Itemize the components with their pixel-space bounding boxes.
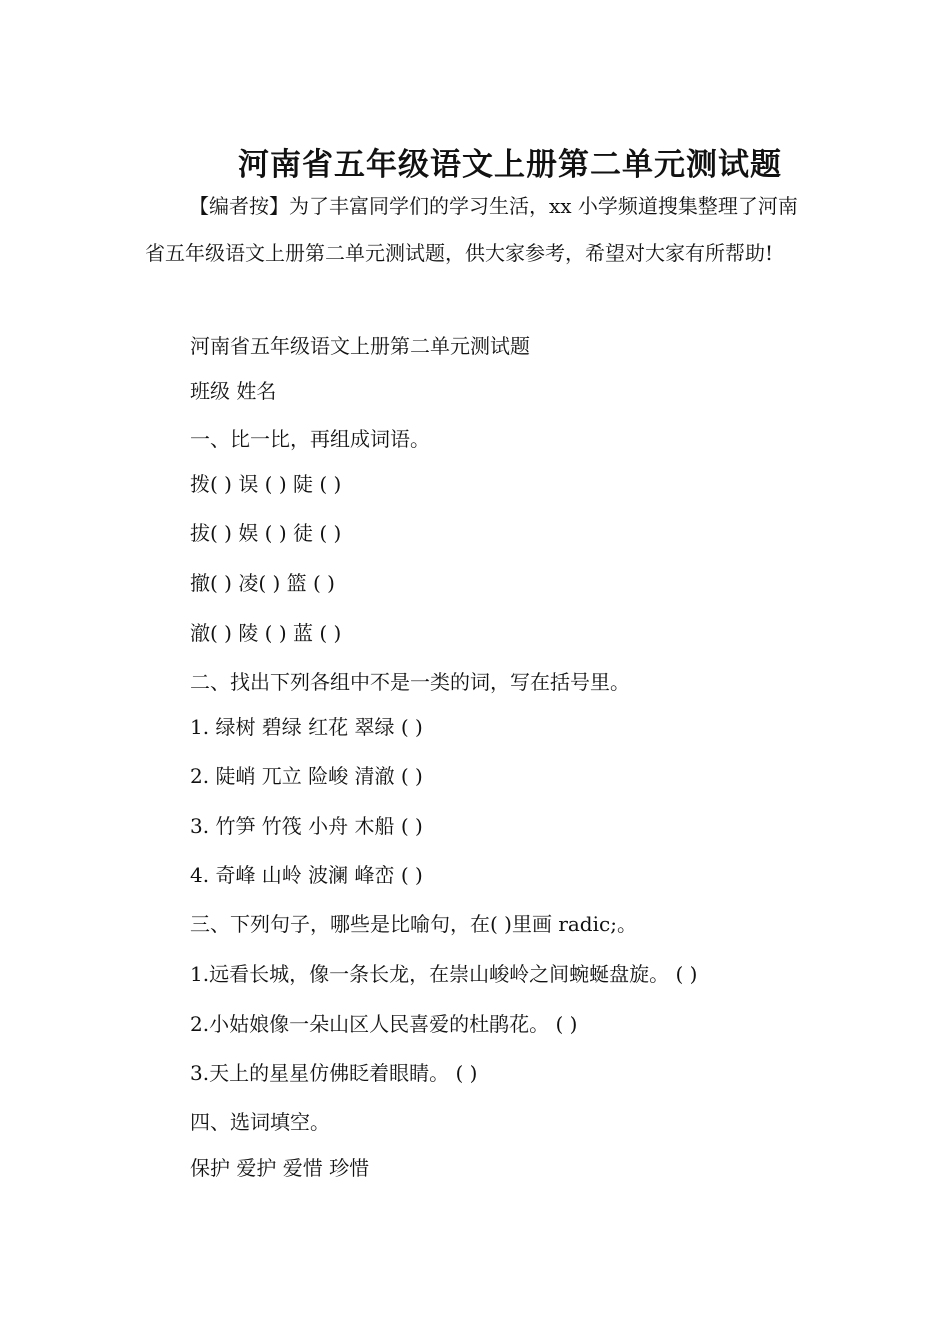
section-one-row-4: 澈( ) 陵 ( ) 蓝 ( )	[190, 621, 342, 645]
section-two-item-2: 2. 陡峭 兀立 险峻 清澈 ( )	[190, 764, 423, 788]
section-three-item-3: 3.天上的星星仿佛眨着眼睛。 ( )	[190, 1061, 478, 1085]
subtitle-line: 河南省五年级语文上册第二单元测试题	[190, 334, 530, 358]
section-one-row-2: 拔( ) 娱 ( ) 徒 ( )	[190, 521, 342, 545]
section-four-word-list: 保护 爱护 爱惜 珍惜	[190, 1156, 370, 1180]
section-two-item-3: 3. 竹笋 竹筏 小舟 木船 ( )	[190, 814, 423, 838]
section-three-item-2: 2.小姑娘像一朵山区人民喜爱的杜鹃花。 ( )	[190, 1012, 578, 1036]
section-one-row-3: 撤( ) 凌( ) 篮 ( )	[190, 571, 335, 595]
document-title: 河南省五年级语文上册第二单元测试题	[238, 146, 782, 183]
section-two-heading: 二、找出下列各组中不是一类的词，写在括号里。	[190, 670, 630, 694]
section-three-item-1: 1.远看长城，像一条长龙，在崇山峻岭之间蜿蜒盘旋。 ( )	[190, 962, 698, 986]
section-three-heading: 三、下列句子，哪些是比喻句，在( )里画 radic;。	[190, 912, 637, 936]
section-two-item-1: 1. 绿树 碧绿 红花 翠绿 ( )	[190, 715, 423, 739]
section-four-heading: 四、选词填空。	[190, 1110, 330, 1134]
section-one-row-1: 拨( ) 误 ( ) 陡 ( )	[190, 472, 342, 496]
editor-note-paragraph: 【编者按】为了丰富同学们的学习生活，xx 小学频道搜集整理了河南省五年级语文上册第二单元测试题，供大家参考，希望对大家有所帮助!	[145, 194, 798, 265]
class-name-line: 班级 姓名	[190, 379, 277, 403]
section-one-heading: 一、比一比，再组成词语。	[190, 427, 430, 451]
section-two-item-4: 4. 奇峰 山岭 波澜 峰峦 ( )	[190, 863, 423, 887]
